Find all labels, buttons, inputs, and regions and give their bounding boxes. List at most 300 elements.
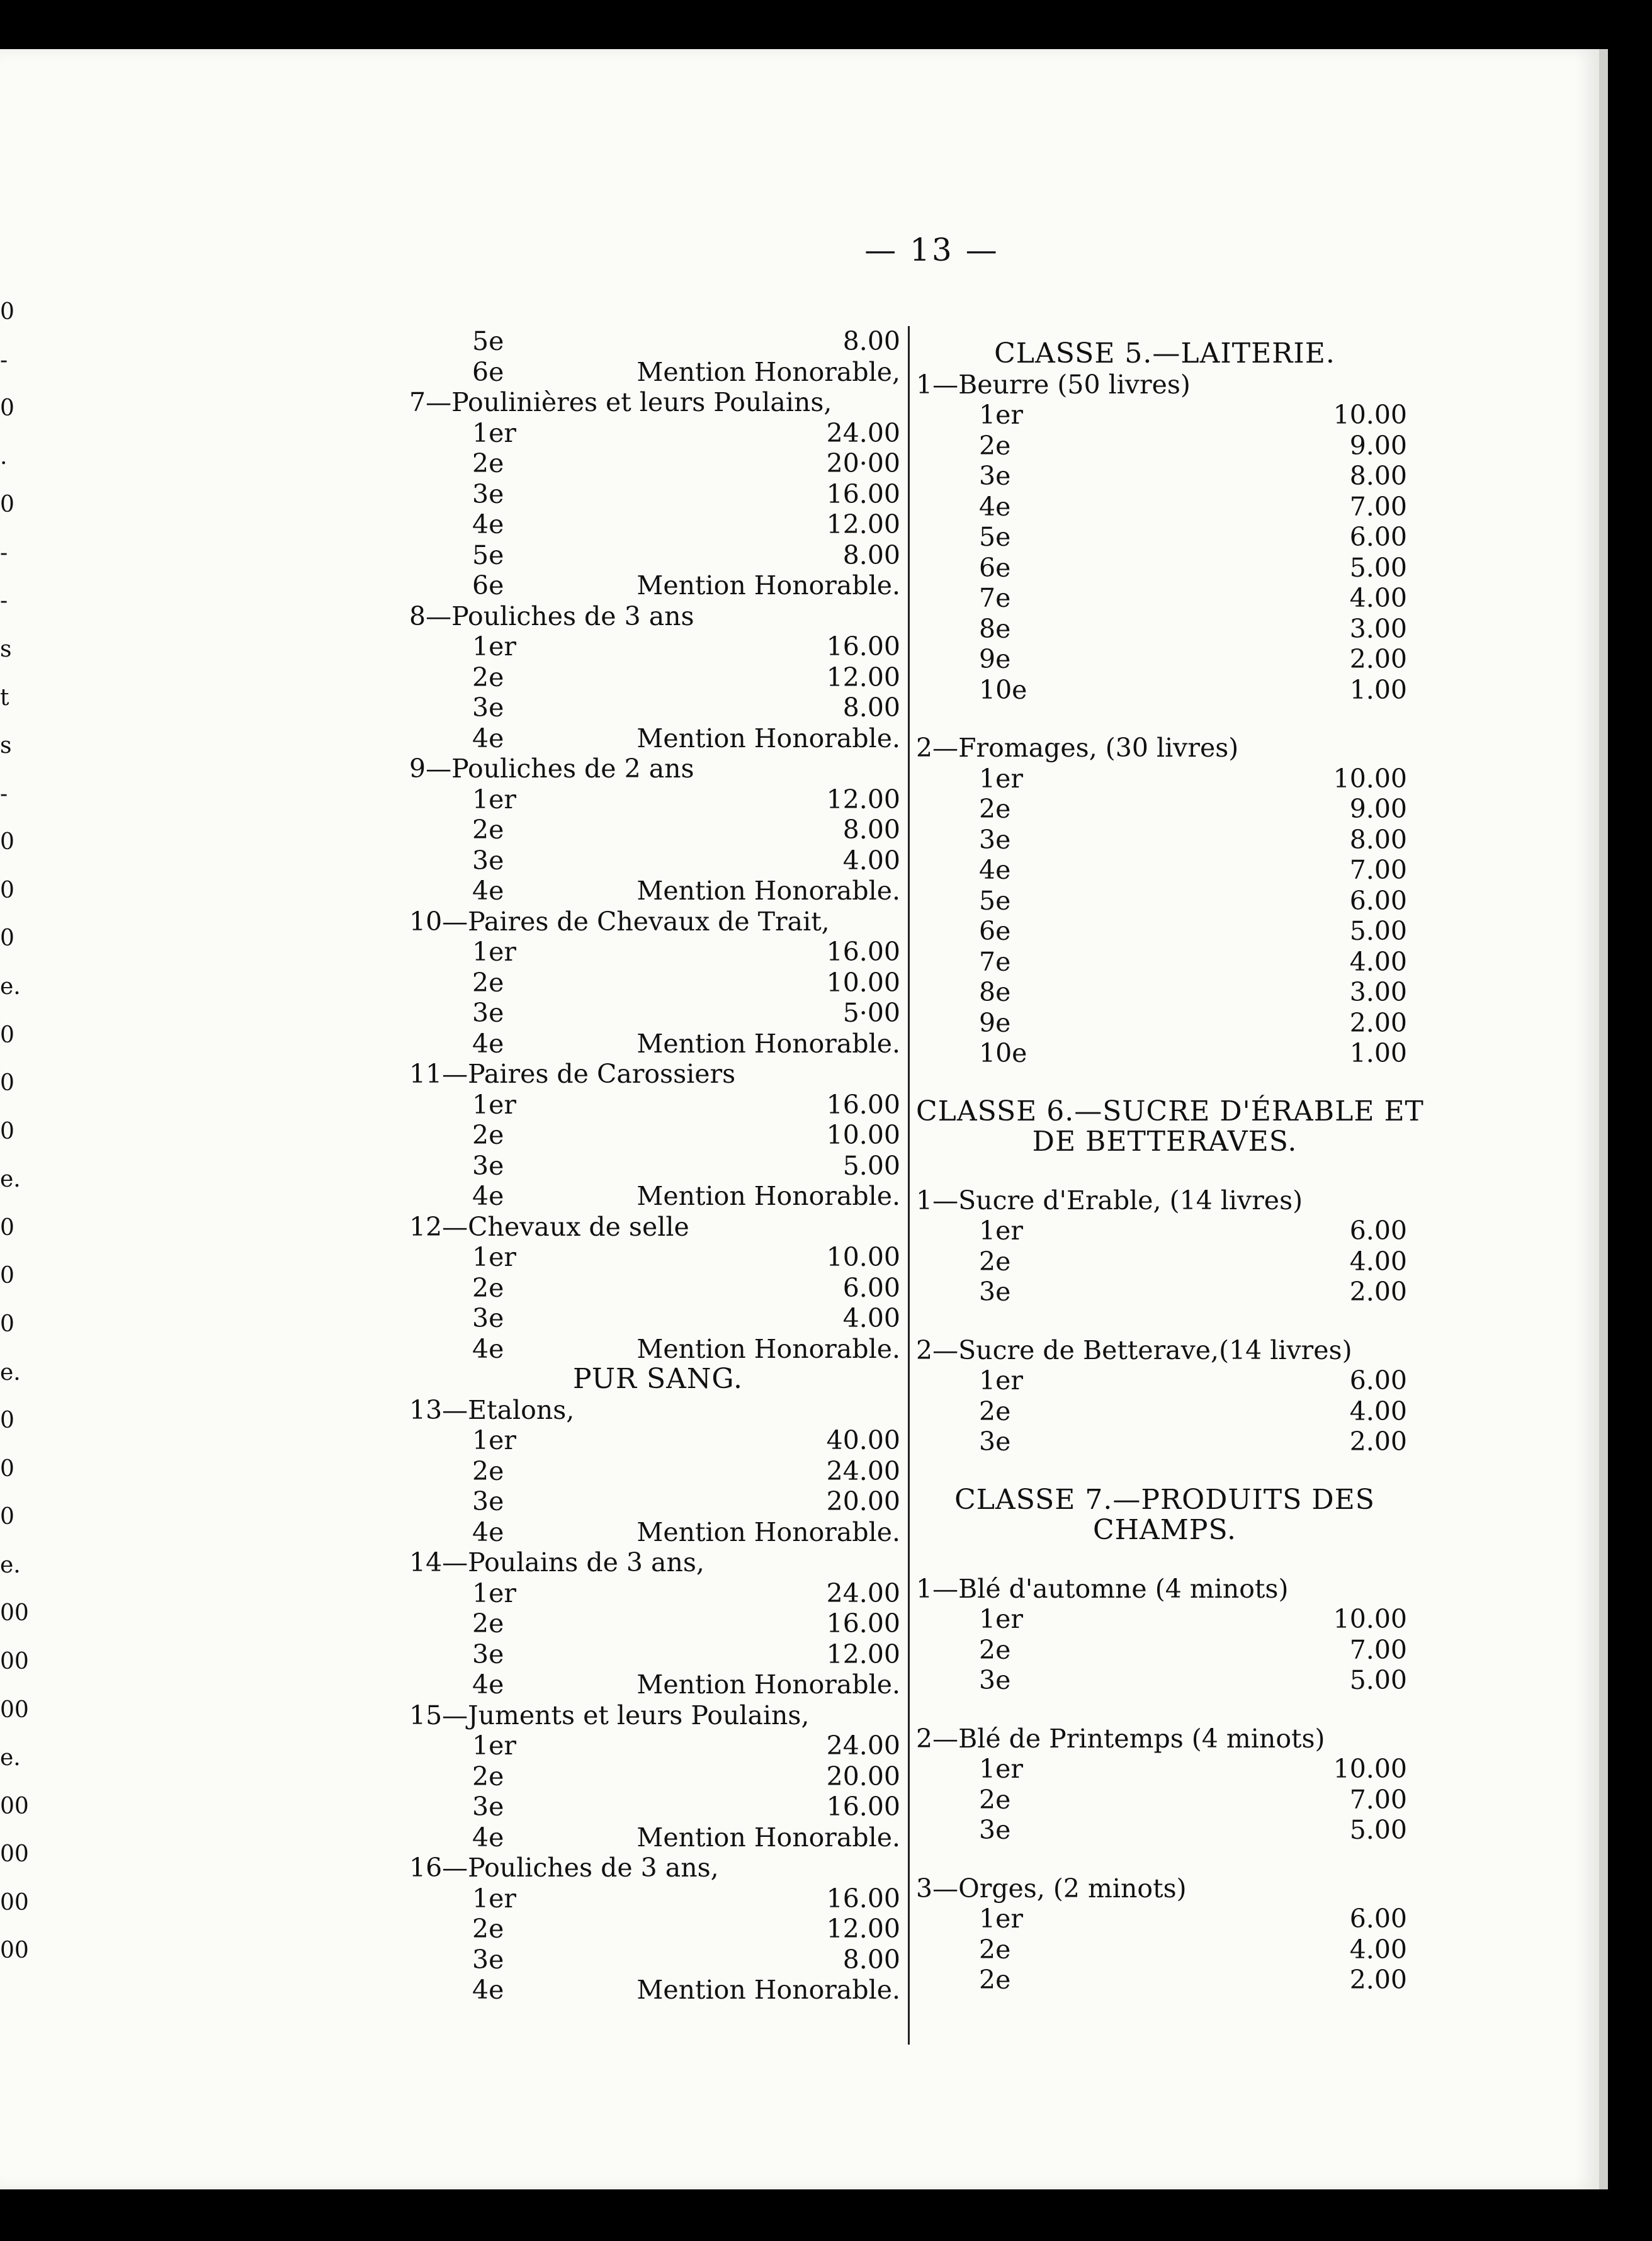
prize-amount: 4.00	[1349, 1246, 1407, 1277]
category-heading-text: 12—Chevaux de selle	[409, 1211, 689, 1242]
left-column	[409, 326, 907, 2006]
spacer	[916, 1069, 1413, 1097]
category-heading	[916, 733, 1413, 764]
prize-row	[916, 1934, 1413, 1965]
category-heading-text: 11—Paires de Carossiers	[409, 1059, 736, 1089]
prize-row	[916, 1008, 1413, 1039]
prize-row	[409, 784, 907, 815]
spacer	[916, 1457, 1413, 1485]
prize-amount: 6.00	[1349, 1365, 1407, 1396]
prize-amount: 24.00	[826, 1730, 900, 1761]
prize-rank: 1er	[979, 400, 1023, 430]
prize-row	[409, 1883, 907, 1914]
prize-row	[916, 1754, 1413, 1785]
prize-rank: 3e	[472, 1150, 504, 1181]
category-heading	[409, 1212, 907, 1243]
spacer	[916, 1158, 1413, 1185]
prize-rank: 1er	[472, 1089, 516, 1120]
prize-amount: 20·00	[826, 448, 900, 478]
prize-row-mention	[409, 1822, 907, 1853]
prize-amount: 2.00	[1349, 1965, 1407, 1995]
prize-rank: 4e	[472, 1181, 504, 1211]
prize-amount: 5.00	[1349, 552, 1407, 583]
prize-rank: 2e	[472, 967, 504, 998]
prize-rank: 3e	[472, 845, 504, 876]
prize-row	[916, 553, 1413, 584]
prize-row-mention	[409, 1334, 907, 1365]
prize-rank: 3e	[472, 998, 504, 1028]
mention-text: Mention Honorable.	[636, 1975, 900, 2005]
prize-rank: 8e	[979, 977, 1011, 1007]
prize-rank: 7e	[979, 583, 1011, 613]
prize-rank: 5e	[472, 539, 504, 570]
prize-amount: 8.00	[1349, 461, 1407, 491]
prize-rank: 1er	[979, 763, 1023, 794]
prize-amount: 12.00	[826, 1639, 900, 1669]
prize-row	[409, 1608, 907, 1639]
prize-rank: 6e	[979, 552, 1011, 583]
bleed-fragment: 0	[0, 925, 14, 952]
prize-row-mention	[409, 723, 907, 754]
prize-rank: 1er	[472, 937, 516, 967]
prize-rank: 1er	[472, 1242, 516, 1272]
mention-text: Mention Honorable.	[636, 1822, 900, 1853]
prize-rank: 2e	[979, 430, 1011, 461]
prize-rank: 3e	[979, 824, 1011, 855]
prize-rank: 4e	[472, 1028, 504, 1059]
prize-rank: 3e	[979, 1665, 1011, 1695]
category-heading	[916, 1724, 1413, 1754]
prize-rank: 1er	[472, 1883, 516, 1914]
prize-row	[916, 1904, 1413, 1934]
prize-rank: 8e	[979, 613, 1011, 644]
right-column	[916, 337, 1424, 1995]
prize-rank: 1er	[979, 1216, 1023, 1246]
prize-row	[916, 1216, 1413, 1246]
prize-row	[409, 1120, 907, 1151]
bleed-fragment: e.	[0, 1359, 21, 1386]
prize-row	[916, 825, 1413, 855]
prize-amount: 8.00	[842, 326, 900, 356]
prize-rank: 9e	[979, 644, 1011, 674]
prize-row	[916, 644, 1413, 675]
prize-row	[916, 1604, 1413, 1635]
prize-amount: 10.00	[1333, 1754, 1407, 1784]
prize-row-mention	[409, 570, 907, 601]
category-heading-text: 1—Sucre d'Erable, (14 livres)	[916, 1185, 1303, 1216]
prize-rank: 4e	[979, 491, 1011, 522]
prize-amount: 12.00	[826, 1914, 900, 1944]
bleed-fragment: t	[0, 684, 9, 711]
column-divider	[908, 326, 910, 2045]
bleed-fragment: 00	[0, 1793, 29, 1819]
prize-amount: 7.00	[1349, 491, 1407, 522]
prize-rank: 2e	[472, 1120, 504, 1150]
bleed-fragment: .	[0, 443, 8, 470]
prize-row	[409, 1273, 907, 1304]
spacer	[916, 1307, 1413, 1335]
prize-amount: 8.00	[842, 539, 900, 570]
category-heading-text: 7—Poulinières et leurs Poulains,	[409, 387, 832, 417]
prize-row	[916, 886, 1413, 917]
prize-row	[409, 815, 907, 845]
bleed-fragment: e.	[0, 1166, 21, 1193]
prize-rank: 3e	[472, 1639, 504, 1669]
bleed-fragment: e.	[0, 1552, 21, 1578]
prize-amount: 12.00	[826, 509, 900, 539]
mention-text: Mention Honorable,	[636, 356, 900, 387]
prize-row	[916, 675, 1413, 706]
prize-row	[409, 998, 907, 1029]
prize-row	[916, 1038, 1413, 1069]
prize-row	[916, 1965, 1413, 1995]
prize-rank: 1er	[979, 1904, 1023, 1934]
class-title: CLASSE 6.—SUCRE D'ÉRABLE ET	[916, 1095, 1424, 1127]
prize-amount: 10.00	[1333, 400, 1407, 430]
prize-amount: 16.00	[826, 631, 900, 662]
prize-rank: 2e	[472, 662, 504, 692]
bleed-fragment: 00	[0, 1600, 29, 1627]
prize-rank: 3e	[472, 1792, 504, 1822]
mention-text: Mention Honorable.	[636, 876, 900, 906]
prize-rank: 3e	[979, 461, 1011, 491]
prize-row	[916, 916, 1413, 947]
prize-amount: 10.00	[826, 967, 900, 998]
bleed-fragment: e.	[0, 974, 21, 1000]
prize-row	[916, 1785, 1413, 1815]
bleed-fragment: 0	[0, 299, 14, 325]
prize-amount: 16.00	[826, 478, 900, 509]
bleed-fragment: 0	[0, 395, 14, 422]
prize-rank: 4e	[472, 1333, 504, 1364]
prize-amount: 3.00	[1349, 977, 1407, 1007]
prize-amount: 1.00	[1349, 674, 1407, 705]
bleed-fragment: -	[0, 588, 8, 614]
category-heading-text: 10—Paires de Chevaux de Trait,	[409, 906, 830, 937]
prize-rank: 4e	[472, 1669, 504, 1700]
prize-rank: 2e	[979, 1934, 1011, 1965]
category-heading-text: 1—Blé d'automne (4 minots)	[916, 1573, 1289, 1604]
prize-rank: 3e	[979, 1426, 1011, 1457]
category-heading-text: 1—Beurre (50 livres)	[916, 369, 1191, 400]
category-heading	[409, 601, 907, 632]
prize-rank: 5e	[979, 885, 1011, 916]
prize-amount: 6.00	[1349, 885, 1407, 916]
prize-row	[916, 1396, 1413, 1427]
prize-amount: 4.00	[842, 845, 900, 876]
prize-rank: 9e	[979, 1007, 1011, 1038]
category-heading-text: 14—Poulains de 3 ans,	[409, 1547, 704, 1578]
prize-row	[916, 1635, 1413, 1666]
prize-rank: 4e	[472, 1822, 504, 1853]
prize-row	[409, 662, 907, 693]
prize-rank: 2e	[472, 1914, 504, 1944]
prize-amount: 20.00	[826, 1761, 900, 1792]
prize-row	[409, 1303, 907, 1334]
prize-rank: 2e	[979, 1246, 1011, 1277]
prize-amount: 5·00	[842, 998, 900, 1028]
prize-amount: 4.00	[1349, 1396, 1407, 1426]
prize-rank: 1er	[979, 1365, 1023, 1396]
bleed-fragment: 00	[0, 1649, 29, 1674]
prize-amount: 10.00	[1333, 763, 1407, 794]
prize-rank: 2e	[472, 1272, 504, 1303]
prize-amount: 3.00	[1349, 613, 1407, 644]
prize-amount: 7.00	[1349, 1784, 1407, 1815]
prize-rank: 3e	[979, 1277, 1011, 1307]
class-title: CHAMPS.	[1092, 1514, 1237, 1546]
prize-amount: 2.00	[1349, 644, 1407, 674]
prize-row	[409, 1914, 907, 1945]
prize-row	[916, 614, 1413, 645]
previous-page-bleed	[0, 49, 29, 2189]
prize-rank: 3e	[472, 478, 504, 509]
bleed-fragment: 0	[0, 1408, 14, 1434]
spacer	[916, 1846, 1413, 1873]
prize-rank: 2e	[979, 1634, 1011, 1665]
category-heading	[409, 1059, 907, 1090]
prize-amount: 24.00	[826, 1455, 900, 1486]
prize-rank: 1er	[472, 1730, 516, 1761]
prize-amount: 16.00	[826, 937, 900, 967]
prize-row	[916, 1246, 1413, 1277]
prize-amount: 6.00	[1349, 522, 1407, 552]
prize-amount: 16.00	[826, 1089, 900, 1120]
prize-amount: 40.00	[826, 1425, 900, 1455]
bleed-fragment: 0	[0, 492, 14, 518]
prize-row	[409, 448, 907, 479]
prize-row	[916, 492, 1413, 522]
prize-row	[409, 1151, 907, 1182]
bleed-fragment: s	[0, 733, 12, 759]
prize-rank: 2e	[979, 1396, 1011, 1426]
prize-rank: 2e	[472, 1608, 504, 1639]
bleed-fragment: 00	[0, 1841, 29, 1868]
category-heading-text: 2—Blé de Printemps (4 minots)	[916, 1723, 1325, 1754]
prize-row	[916, 522, 1413, 553]
prize-rank: 1er	[472, 1578, 516, 1608]
bleed-fragment: 0	[0, 1214, 14, 1241]
prize-rank: 4e	[472, 1975, 504, 2005]
prize-amount: 16.00	[826, 1883, 900, 1914]
prize-row	[409, 540, 907, 571]
prize-row-mention	[409, 1975, 907, 2006]
prize-amount: 6.00	[1349, 1216, 1407, 1246]
spacer	[916, 705, 1413, 733]
prize-amount: 7.00	[1349, 855, 1407, 885]
prize-row	[916, 855, 1413, 886]
prize-row	[409, 1456, 907, 1487]
prize-row-mention	[409, 1669, 907, 1700]
prize-amount: 10.00	[1333, 1604, 1407, 1634]
category-heading	[409, 906, 907, 937]
prize-row	[916, 431, 1413, 461]
bleed-fragment: 0	[0, 1455, 14, 1482]
prize-row	[409, 1792, 907, 1822]
category-heading	[916, 370, 1413, 400]
prize-rank: 1er	[472, 784, 516, 815]
prize-amount: 8.00	[842, 1944, 900, 1975]
prize-amount: 2.00	[1349, 1007, 1407, 1038]
category-heading-text: 2—Fromages, (30 livres)	[916, 733, 1239, 763]
prize-amount: 12.00	[826, 784, 900, 815]
section-subtitle: PUR SANG.	[572, 1363, 743, 1395]
page-number: — 13 —	[864, 232, 999, 268]
prize-amount: 24.00	[826, 417, 900, 448]
prize-row	[409, 1425, 907, 1456]
prize-rank: 1er	[979, 1604, 1023, 1634]
prize-row	[409, 1486, 907, 1517]
prize-amount: 4.00	[1349, 946, 1407, 977]
prize-row	[409, 1945, 907, 1975]
prize-amount: 8.00	[1349, 824, 1407, 855]
prize-amount: 9.00	[1349, 794, 1407, 824]
spacer	[916, 1696, 1413, 1724]
prize-rank: 6e	[472, 356, 504, 387]
prize-amount: 2.00	[1349, 1426, 1407, 1457]
prize-amount: 8.00	[842, 815, 900, 845]
prize-rank: 4e	[472, 509, 504, 539]
category-heading	[916, 1335, 1413, 1366]
document-page	[0, 49, 1608, 2189]
bleed-fragment: 0	[0, 877, 14, 903]
prize-row	[409, 692, 907, 723]
prize-row	[409, 326, 907, 357]
mention-text: Mention Honorable.	[636, 1181, 900, 1211]
bleed-fragment: 0	[0, 1118, 14, 1144]
prize-amount: 1.00	[1349, 1038, 1407, 1068]
category-heading	[409, 1395, 907, 1426]
bleed-fragment: 0	[0, 1070, 14, 1097]
prize-amount: 4.00	[1349, 583, 1407, 613]
prize-amount: 6.00	[1349, 1904, 1407, 1934]
prize-row	[409, 1639, 907, 1670]
prize-rank: 6e	[979, 916, 1011, 946]
prize-row-mention	[409, 1181, 907, 1212]
prize-amount: 7.00	[1349, 1634, 1407, 1665]
prize-amount: 9.00	[1349, 430, 1407, 461]
prize-row	[916, 764, 1413, 794]
prize-rank: 2e	[472, 1455, 504, 1486]
prize-row	[916, 1815, 1413, 1846]
prize-amount: 10.00	[826, 1242, 900, 1272]
prize-row	[409, 479, 907, 510]
class-title: DE BETTERAVES.	[1032, 1126, 1298, 1158]
prize-amount: 5.00	[1349, 916, 1407, 946]
prize-row	[916, 1365, 1413, 1396]
prize-row	[916, 400, 1413, 431]
prize-row	[409, 1761, 907, 1792]
prize-row-mention	[409, 357, 907, 388]
category-heading-text: 2—Sucre de Betterave,(14 livres)	[916, 1335, 1352, 1365]
prize-rank: 5e	[979, 522, 1011, 552]
prize-rank: 10e	[979, 674, 1027, 705]
bleed-fragment: s	[0, 636, 12, 662]
prize-amount: 5.00	[1349, 1665, 1407, 1695]
prize-rank: 1er	[472, 631, 516, 662]
bleed-fragment: 0	[0, 1022, 14, 1048]
prize-rank: 2e	[472, 1761, 504, 1792]
prize-row	[916, 794, 1413, 825]
prize-row	[409, 1730, 907, 1761]
prize-rank: 2e	[979, 1784, 1011, 1815]
prize-rank: 1er	[979, 1754, 1023, 1784]
prize-row	[916, 977, 1413, 1008]
category-heading	[409, 387, 907, 418]
mention-text: Mention Honorable.	[636, 1028, 900, 1059]
prize-row	[916, 1665, 1413, 1696]
prize-rank: 3e	[472, 692, 504, 723]
prize-rank: 1er	[472, 1425, 516, 1455]
prize-rank: 5e	[472, 326, 504, 356]
mention-text: Mention Honorable.	[636, 1333, 900, 1364]
prize-rank: 2e	[979, 794, 1011, 824]
prize-row-mention	[409, 1517, 907, 1548]
prize-amount: 16.00	[826, 1792, 900, 1822]
prize-rank: 7e	[979, 946, 1011, 977]
category-heading	[409, 1853, 907, 1883]
prize-row	[916, 1426, 1413, 1457]
mention-text: Mention Honorable.	[636, 1516, 900, 1547]
bleed-fragment: -	[0, 781, 8, 807]
prize-amount: 24.00	[826, 1578, 900, 1608]
bleed-fragment: -	[0, 347, 8, 373]
prize-row	[409, 1578, 907, 1609]
prize-row-mention	[409, 1029, 907, 1059]
prize-amount: 8.00	[842, 692, 900, 723]
prize-row	[409, 937, 907, 968]
bleed-fragment: 0	[0, 1504, 14, 1530]
bleed-fragment: -	[0, 539, 8, 566]
category-heading-text: 15—Juments et leurs Poulains,	[409, 1700, 810, 1730]
category-heading-text: 16—Pouliches de 3 ans,	[409, 1853, 719, 1883]
prize-row	[409, 1090, 907, 1120]
category-heading	[916, 1185, 1413, 1216]
prize-rank: 2e	[472, 448, 504, 478]
bleed-fragment: 00	[0, 1696, 29, 1723]
prize-row	[409, 845, 907, 876]
prize-row	[409, 1242, 907, 1273]
prize-row-mention	[409, 876, 907, 906]
category-heading-text: 13—Etalons,	[409, 1394, 575, 1425]
prize-amount: 20.00	[826, 1486, 900, 1516]
prize-row	[409, 631, 907, 662]
bleed-fragment: e.	[0, 1745, 21, 1771]
class-title: CLASSE 7.—PRODUITS DES	[954, 1483, 1375, 1516]
prize-row	[916, 947, 1413, 978]
category-heading	[409, 1700, 907, 1731]
prize-row	[409, 418, 907, 449]
category-heading	[916, 1574, 1413, 1605]
prize-rank: 4e	[472, 1516, 504, 1547]
prize-row	[916, 1277, 1413, 1307]
prize-amount: 16.00	[826, 1608, 900, 1639]
bleed-fragment: 0	[0, 1263, 14, 1289]
prize-row	[916, 461, 1413, 492]
mention-text: Mention Honorable.	[636, 570, 900, 601]
prize-rank: 2e	[472, 815, 504, 845]
prize-rank: 3e	[472, 1303, 504, 1333]
prize-amount: 5.00	[1349, 1815, 1407, 1845]
prize-rank: 3e	[472, 1486, 504, 1516]
prize-row	[409, 968, 907, 998]
category-heading	[409, 754, 907, 784]
category-heading-text: 3—Orges, (2 minots)	[916, 1873, 1187, 1904]
prize-rank: 3e	[472, 1944, 504, 1975]
bleed-fragment: 00	[0, 1889, 29, 1916]
bleed-fragment: 00	[0, 1938, 29, 1964]
prize-amount: 6.00	[842, 1272, 900, 1303]
